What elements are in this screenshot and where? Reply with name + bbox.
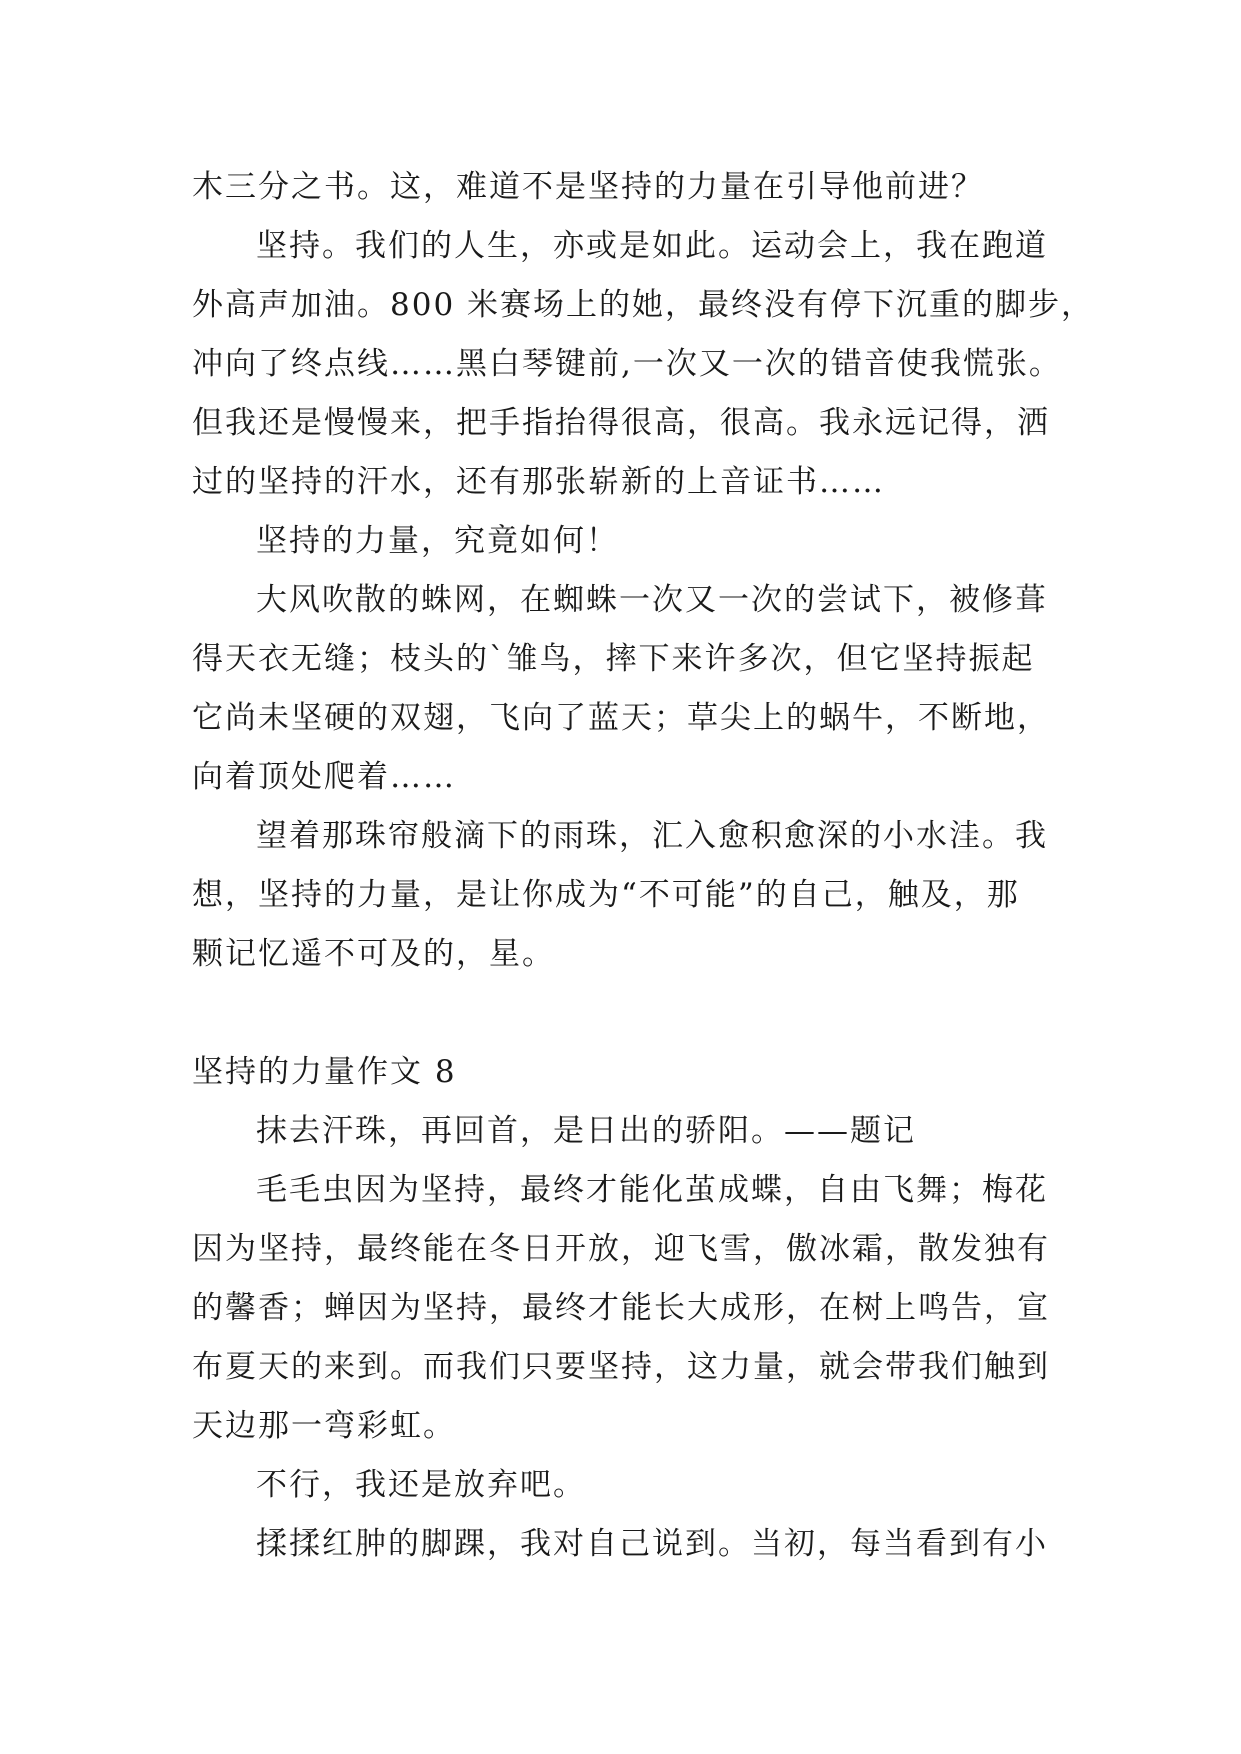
paragraph-start-line: 坚持的力量，究竟如何！ [256, 523, 619, 559]
text-line: 过的坚持的汗水，还有那张崭新的上音证书…… [192, 464, 885, 500]
paragraph-start-line: 望着那珠帘般滴下的雨珠，汇入愈积愈深的小水洼。我 [256, 818, 1048, 854]
paragraph-start-line: 毛毛虫因为坚持，最终才能化茧成蝶，自由飞舞；梅花 [256, 1172, 1048, 1208]
text-line: 向着顶处爬着…… [192, 759, 456, 795]
text-line: 因为坚持，最终能在冬日开放，迎飞雪，傲冰霜，散发独有 [192, 1231, 1050, 1267]
text-line: 它尚未坚硬的双翅，飞向了蓝天；草尖上的蜗牛，不断地， [192, 700, 1050, 736]
text-line: 颗记忆遥不可及的，星。 [192, 936, 555, 972]
paragraph-start-line: 不行，我还是放弃吧。 [256, 1467, 586, 1503]
text-line: 天边那一弯彩虹。 [192, 1408, 456, 1444]
text-line: 想，坚持的力量，是让你成为“不可能”的自己，触及，那 [192, 877, 1020, 913]
text-line: 得天衣无缝；枝头的`雏鸟，摔下来许多次，但它坚持振起 [192, 641, 1035, 677]
text-line: 冲向了终点线……黑白琴键前,一次又一次的错音使我慌张。 [192, 346, 1062, 382]
paragraph-start-line: 大风吹散的蛛网，在蜘蛛一次又一次的尝试下，被修葺 [256, 582, 1048, 618]
text-line: 但我还是慢慢来，把手指抬得很高，很高。我永远记得，洒 [192, 405, 1050, 441]
text-line: 外高声加油。800 米赛场上的她，最终没有停下沉重的脚步， [192, 287, 1095, 323]
epigraph-line: 抹去汗珠，再回首，是日出的骄阳。——题记 [256, 1113, 916, 1149]
section-spacer [192, 984, 1062, 1043]
text-line: 布夏天的来到。而我们只要坚持，这力量，就会带我们触到 [192, 1349, 1050, 1385]
paragraph-start-line: 揉揉红肿的脚踝，我对自己说到。当初，每当看到有小 [256, 1526, 1048, 1562]
section-heading: 坚持的力量作文 8 [192, 1054, 457, 1090]
text-line: 的馨香；蝉因为坚持，最终才能长大成形，在树上鸣告，宣 [192, 1290, 1050, 1326]
document-body [192, 158, 1095, 1574]
paragraph-start-line: 坚持。我们的人生，亦或是如此。运动会上，我在跑道 [256, 228, 1048, 264]
text-line: 木三分之书。这，难道不是坚持的力量在引导他前进？ [192, 169, 984, 205]
